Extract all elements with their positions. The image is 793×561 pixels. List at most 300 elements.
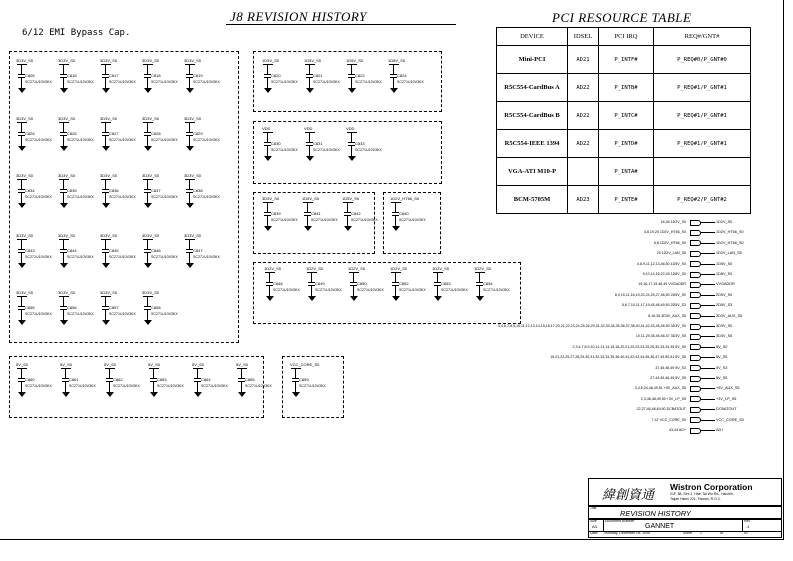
offpage-connector-icon	[690, 417, 701, 423]
cap-net-label: 3D3V_S0	[100, 233, 118, 238]
cap-symbol-line	[305, 64, 315, 65]
cap-symbol-line	[144, 249, 151, 250]
cap-value-label: SC271U10V3KX	[25, 384, 52, 388]
capacitor	[104, 362, 148, 418]
cap-net-label: 3D3V_S0	[184, 233, 202, 238]
cap-symbol-line	[269, 286, 270, 296]
net-wire	[701, 295, 715, 296]
cap-symbol-line	[344, 212, 351, 213]
net-wire	[701, 222, 715, 223]
cap-symbol-line	[143, 122, 153, 123]
cap-symbol-line	[101, 122, 111, 123]
cap-symbol-line	[63, 310, 64, 320]
cap-symbol-line	[350, 282, 357, 283]
cap-symbol-line	[109, 382, 110, 392]
ground-icon	[144, 88, 152, 93]
ground-icon	[60, 320, 68, 325]
offpage-connector-icon	[690, 365, 701, 371]
ground-icon	[344, 226, 352, 231]
net-wire	[701, 430, 715, 431]
net-wire	[701, 305, 715, 306]
cap-symbol-line	[307, 272, 317, 273]
cap-symbol-line	[105, 253, 106, 263]
cap-symbol-line	[105, 239, 106, 249]
capacitor	[58, 58, 102, 114]
cap-net-label: VCC_CORE_S0	[290, 362, 320, 367]
ground-icon	[18, 320, 26, 325]
cap-net-label: 3D3V_S0	[16, 116, 34, 121]
cap-symbol-line	[241, 368, 242, 378]
cap-net-label: 1D5V_S0	[302, 196, 320, 201]
ground-icon	[292, 392, 300, 397]
cap-value-label: SC271U10V3KX	[151, 138, 178, 142]
cap-symbol-line	[309, 78, 310, 88]
cap-ref-label: C865	[245, 377, 255, 382]
cap-symbol-line	[349, 272, 359, 273]
ground-icon	[350, 296, 358, 301]
ground-icon	[306, 156, 314, 161]
date-label: Date:	[590, 531, 599, 535]
capacitor	[304, 126, 348, 182]
cap-symbol-line	[186, 189, 193, 190]
capacitor	[142, 58, 186, 114]
capacitor	[100, 116, 144, 172]
cap-symbol-line	[347, 64, 357, 65]
cap-net-label: VDD	[304, 126, 313, 131]
ground-icon	[392, 226, 400, 231]
cap-symbol-line	[144, 74, 151, 75]
capacitor	[58, 233, 102, 289]
cap-net-label: 5V_S0	[236, 362, 249, 367]
cap-net-label: 3D3V_S0	[58, 58, 76, 63]
cap-symbol-line	[18, 378, 25, 379]
pci-resource-table	[496, 27, 751, 214]
cap-symbol-line	[395, 202, 396, 212]
offpage-connector-icon	[690, 428, 701, 434]
date-value: Thursday, December 08, 2005	[603, 531, 651, 535]
capacitor	[148, 362, 192, 418]
cap-symbol-line	[185, 64, 195, 65]
power-net-pages: 7,47	[651, 417, 659, 422]
cap-net-label: 3D3V_S0	[142, 290, 160, 295]
power-net-source	[573, 345, 686, 349]
power-net-from: 3D3V_S0	[670, 324, 686, 328]
capacitor	[390, 196, 434, 252]
power-net-target: 3D3V_S0	[716, 324, 733, 328]
power-net-source	[636, 334, 686, 338]
pci-cell-idsel	[568, 158, 599, 186]
cap-symbol-line	[479, 272, 480, 282]
cap-ref-label: C825	[25, 131, 35, 136]
cap-net-label: 1D5V_S0	[342, 196, 360, 201]
power-net-pages: 5,6,7,10,11,17,19,45,46,49,50	[621, 303, 670, 308]
cap-value-label: SC271U10V3KX	[151, 80, 178, 84]
cap-ref-label: C846	[151, 248, 161, 253]
cap-net-label: 5V_S0	[16, 362, 29, 367]
cap-ref-label: C826	[67, 131, 77, 136]
cap-value-label: SC271U10V3KX	[67, 138, 94, 142]
cap-net-label: 3D3V_S0	[16, 58, 34, 63]
power-net-target: 3D3V_AUX_S5	[716, 313, 743, 318]
cap-net-label: 1D2V_S0	[390, 266, 408, 271]
cap-symbol-line	[351, 78, 352, 88]
cap-symbol-line	[21, 122, 22, 132]
cap-ref-label: C848	[273, 281, 283, 286]
offpage-connector-icon	[690, 324, 701, 330]
cap-symbol-line	[295, 368, 296, 378]
power-net-from: +5V_AUX_S5	[663, 386, 686, 391]
power-net-pages: 2,3,46,48,49,50	[640, 396, 666, 401]
net-wire	[701, 253, 715, 254]
revision-title-underline	[226, 24, 456, 25]
cap-symbol-line	[353, 286, 354, 296]
cap-symbol-line	[105, 78, 106, 88]
cap-symbol-line	[189, 239, 190, 249]
cap-value-label: SC271U10V3KX	[67, 255, 94, 259]
power-net-pages: 6,8	[653, 240, 659, 245]
ground-icon	[60, 88, 68, 93]
cap-value-label: SC271U10V3KX	[193, 255, 220, 259]
cap-net-label: 1D5V_S0	[304, 58, 322, 63]
cap-value-label: SC271U10V3KX	[193, 195, 220, 199]
offpage-connector-icon	[690, 261, 701, 267]
power-net-from: 1D5V_S0	[670, 261, 686, 266]
pci-cell-req: P_REQ#1/P_GNT#1	[654, 74, 751, 102]
power-net-target: 5V_S5	[716, 376, 728, 380]
power-net-target: 2D5V_S3	[716, 303, 733, 308]
ground-icon	[60, 146, 68, 151]
cap-net-label: 3D3V_S0	[142, 58, 160, 63]
revision-title: J8 REVISION HISTORY	[230, 9, 367, 24]
cap-ref-label: C831	[313, 141, 323, 146]
cap-symbol-line	[102, 249, 109, 250]
cap-ref-label: C843	[25, 248, 35, 253]
cap-symbol-line	[63, 179, 64, 189]
power-net-pages: 37,45,46,49	[655, 365, 675, 370]
cap-symbol-line	[21, 193, 22, 203]
cap-ref-label: C855	[25, 305, 35, 310]
cap-symbol-line	[269, 272, 270, 282]
power-net-source	[550, 355, 686, 359]
power-net-target: DCBATOUT	[716, 407, 737, 412]
ground-icon	[186, 146, 194, 151]
power-net-from: 1D2V_LAN_S5	[661, 251, 686, 256]
cap-symbol-line	[63, 78, 64, 88]
cap-ref-label: C830	[271, 141, 281, 146]
cap-symbol-line	[60, 249, 67, 250]
power-net-source	[657, 251, 686, 255]
offpage-connector-icon	[690, 220, 701, 226]
power-net-target: 5V_S3	[716, 365, 728, 370]
cap-value-label: SC271U10V3KX	[151, 195, 178, 199]
power-net-source	[669, 428, 686, 432]
cap-net-label: 3D3V_S0	[142, 116, 160, 121]
ground-icon	[194, 392, 202, 397]
pci-cell-irq: P_INTF#	[599, 46, 654, 74]
cap-value-label: SC271U10V3KX	[299, 384, 326, 388]
cap-net-label: 3D3V_S0	[58, 233, 76, 238]
net-wire	[701, 232, 715, 233]
cap-symbol-line	[347, 132, 357, 133]
capacitor	[184, 173, 228, 229]
cap-symbol-line	[143, 179, 153, 180]
power-net-target: 1D2V_HT66_S0	[716, 240, 744, 245]
cap-symbol-line	[267, 132, 268, 142]
cap-symbol-line	[105, 136, 106, 146]
ground-icon	[238, 392, 246, 397]
cap-symbol-line	[263, 64, 273, 65]
power-net-pages: 19,21,22,25,27,28,29,30,31,32,33,34,35,36,40,41,42,43,44,45,46,47,49,50,51	[550, 355, 675, 360]
cap-symbol-line	[263, 202, 273, 203]
capacitor	[142, 290, 186, 346]
company-name: Wistron Corporation	[670, 482, 753, 492]
power-net-source	[622, 303, 686, 307]
ground-icon	[266, 296, 274, 301]
capacitor	[302, 196, 346, 252]
cap-ref-label: C820	[271, 73, 281, 78]
cap-ref-label: C842	[351, 211, 361, 216]
ground-icon	[304, 226, 312, 231]
cap-ref-label: C864	[201, 377, 211, 382]
offpage-connector-icon	[690, 396, 701, 402]
cap-symbol-line	[101, 239, 111, 240]
offpage-connector-icon	[690, 230, 701, 236]
cap-value-label: SC271U10V3KX	[399, 218, 426, 222]
power-net-target: 5V_S5	[716, 355, 728, 360]
power-net-from: 1D2V_HT66_S0	[659, 240, 686, 245]
cap-symbol-line	[147, 78, 148, 88]
pci-table-header-row	[497, 28, 751, 46]
cap-symbol-line	[267, 78, 268, 88]
capacitor	[142, 173, 186, 229]
net-wire	[701, 399, 715, 400]
power-net-pages: 3,4,6,7,8,9,10,11,12,13,14,15,16,17,20,21,22,23,24,25,26,29,31,32,33,34,35,36,37,38,40,41,42,43,45,46,50	[498, 324, 670, 328]
net-wire	[701, 388, 715, 389]
emi-note: 6/12 EMI Bypass Cap.	[22, 28, 131, 38]
cap-value-label: SC271U10V3KX	[357, 288, 384, 292]
cap-symbol-line	[147, 179, 148, 189]
cap-value-label: SC271U10V3KX	[151, 255, 178, 259]
power-net-from: 3D3V_AUX_S5	[661, 313, 686, 318]
net-wire	[701, 264, 715, 265]
cap-symbol-line	[63, 122, 64, 132]
cap-symbol-line	[390, 74, 397, 75]
cap-symbol-line	[17, 239, 27, 240]
cap-symbol-line	[147, 253, 148, 263]
power-net-pages: 2,3,4,7,8,9,10,11,13,14,15,16,20,21,22,23,24,25,26,30,33,34,35	[572, 344, 675, 349]
cap-net-label: 3D3V_S0	[16, 233, 34, 238]
cap-net-label: 3D3V_S0	[184, 116, 202, 121]
cap-symbol-line	[194, 378, 201, 379]
net-wire	[701, 368, 715, 369]
power-net-from: 5V_S3	[675, 365, 686, 370]
cap-ref-label: C821	[313, 73, 323, 78]
cap-symbol-line	[21, 136, 22, 146]
cap-symbol-line	[303, 202, 313, 203]
ground-icon	[150, 392, 158, 397]
cap-symbol-line	[149, 368, 159, 369]
cap-value-label: SC271U10V3KX	[67, 195, 94, 199]
cap-value-label: SC271U10V3KX	[25, 255, 52, 259]
cap-symbol-line	[308, 282, 315, 283]
power-net-from: 1D2V_S0	[670, 220, 686, 224]
sheet-border-right	[783, 0, 784, 540]
ground-icon	[106, 392, 114, 397]
cap-ref-label: C834	[25, 188, 35, 193]
offpage-connector-icon	[690, 386, 701, 392]
sheet-title: REVISION HISTORY	[620, 509, 691, 518]
cap-symbol-line	[395, 272, 396, 282]
cap-ref-label: C835	[67, 188, 77, 193]
cap-symbol-line	[147, 64, 148, 74]
power-net-target: 2D5V_S0	[716, 292, 733, 297]
cap-symbol-line	[189, 122, 190, 132]
cap-value-label: SC271U10V3KX	[193, 138, 220, 142]
cap-symbol-line	[105, 310, 106, 320]
cap-symbol-line	[21, 78, 22, 88]
capacitor	[58, 290, 102, 346]
pci-cell-device: BCM-5705M	[497, 186, 568, 214]
cap-net-label: 3D3V_S0	[16, 173, 34, 178]
cap-ref-label: C844	[67, 248, 77, 253]
cap-symbol-line	[393, 64, 394, 74]
power-net-from: +3V_LP_S5	[666, 396, 686, 401]
capacitor	[388, 58, 432, 114]
cap-symbol-line	[189, 136, 190, 146]
cap-symbol-line	[189, 179, 190, 189]
net-wire	[701, 326, 715, 327]
net-wire	[701, 316, 715, 317]
cap-symbol-line	[267, 64, 268, 74]
ground-icon	[434, 296, 442, 301]
cap-symbol-line	[60, 74, 67, 75]
capacitor	[16, 362, 60, 418]
capacitor	[432, 266, 476, 322]
cap-net-label: 3D3V_S0	[58, 173, 76, 178]
pci-cell-device: R5C554-CardBus A	[497, 74, 568, 102]
cap-symbol-line	[101, 296, 111, 297]
cap-symbol-line	[144, 189, 151, 190]
cap-symbol-line	[143, 239, 153, 240]
power-net-target: 1D2V_LAN_S5	[716, 251, 742, 256]
power-net-target: VVGADDR	[716, 282, 735, 287]
cap-symbol-line	[63, 296, 64, 306]
capacitor	[184, 58, 228, 114]
cap-symbol-line	[21, 310, 22, 320]
cap-net-label: 3D3V_S0	[142, 233, 160, 238]
cap-symbol-line	[433, 272, 443, 273]
power-net-pages: 22,27,46,48,49,50	[636, 407, 666, 412]
capacitor	[236, 362, 280, 418]
cap-value-label: SC271U10V3KX	[483, 288, 510, 292]
cap-symbol-line	[479, 286, 480, 296]
ground-icon	[392, 296, 400, 301]
cap-symbol-line	[348, 142, 355, 143]
power-net-source	[648, 314, 686, 318]
net-wire	[701, 409, 715, 410]
cap-ref-label: C847	[193, 248, 203, 253]
power-net-source	[650, 376, 686, 380]
offpage-connector-icon	[690, 334, 701, 340]
power-net-pages: 16,46	[660, 220, 670, 224]
cap-symbol-line	[150, 378, 157, 379]
ground-icon	[264, 88, 272, 93]
cap-symbol-line	[21, 64, 22, 74]
cap-symbol-line	[63, 193, 64, 203]
power-net-source	[661, 220, 686, 224]
rev-value: -1	[746, 524, 750, 529]
cap-symbol-line	[21, 382, 22, 392]
pci-table-row	[497, 102, 751, 130]
capacitor	[306, 266, 350, 322]
cap-symbol-line	[437, 286, 438, 296]
cap-symbol-line	[106, 378, 113, 379]
cap-ref-label: C838	[193, 188, 203, 193]
cap-value-label: SC271U10V3KX	[109, 312, 136, 316]
cap-value-label: SC271U10V3KX	[355, 80, 382, 84]
pci-table-row	[497, 186, 751, 214]
capacitor	[142, 116, 186, 172]
cap-ref-label: C853	[441, 281, 451, 286]
cap-net-label: 1D5V_S0	[262, 58, 280, 63]
of-value: 51	[744, 531, 748, 535]
cap-ref-label: C856	[67, 305, 77, 310]
cap-value-label: SC271U10V3KX	[245, 384, 272, 388]
cap-symbol-line	[17, 64, 27, 65]
cap-net-label: 1D2V_S0	[474, 266, 492, 271]
power-net-from: 5V_S0	[675, 344, 686, 349]
capacitor	[346, 126, 390, 182]
cap-symbol-line	[197, 382, 198, 392]
pci-cell-req	[654, 158, 751, 186]
power-net-from: 2D5V_S0	[670, 292, 686, 297]
power-net-target: 1D5V_S0	[716, 261, 733, 266]
net-wire	[701, 336, 715, 337]
cap-value-label: SC271U10V3KX	[25, 195, 52, 199]
power-net-source	[643, 272, 686, 276]
ground-icon	[60, 263, 68, 268]
cap-symbol-line	[65, 368, 66, 378]
power-net-target: +3V_LP_S5	[716, 396, 737, 401]
power-net-target: VCC_CORE_S0	[716, 417, 744, 422]
capacitor	[16, 290, 60, 346]
capacitor	[16, 233, 60, 289]
size-value: A3	[592, 524, 597, 529]
cap-symbol-line	[241, 382, 242, 392]
cap-symbol-line	[102, 189, 109, 190]
capacitor	[264, 266, 308, 322]
capacitor	[262, 58, 306, 114]
cap-value-label: SC271U10V3KX	[25, 80, 52, 84]
cap-symbol-line	[309, 64, 310, 74]
pci-table-row	[497, 130, 751, 158]
cap-ref-label: C862	[113, 377, 123, 382]
cap-ref-label: C816	[67, 73, 77, 78]
cap-net-label: 3D3V_S0	[100, 173, 118, 178]
capacitor	[16, 116, 60, 172]
cap-symbol-line	[263, 132, 273, 133]
offpage-connector-icon	[690, 407, 701, 413]
pci-table-row	[497, 46, 751, 74]
cap-symbol-line	[351, 132, 352, 142]
cap-value-label: SC271U10V3KX	[67, 312, 94, 316]
ground-icon	[102, 203, 110, 208]
cap-symbol-line	[295, 382, 296, 392]
cap-symbol-line	[389, 64, 399, 65]
pci-cell-idsel: AD22	[568, 74, 599, 102]
cap-value-label: SC271U10V3KX	[25, 312, 52, 316]
ground-icon	[102, 88, 110, 93]
